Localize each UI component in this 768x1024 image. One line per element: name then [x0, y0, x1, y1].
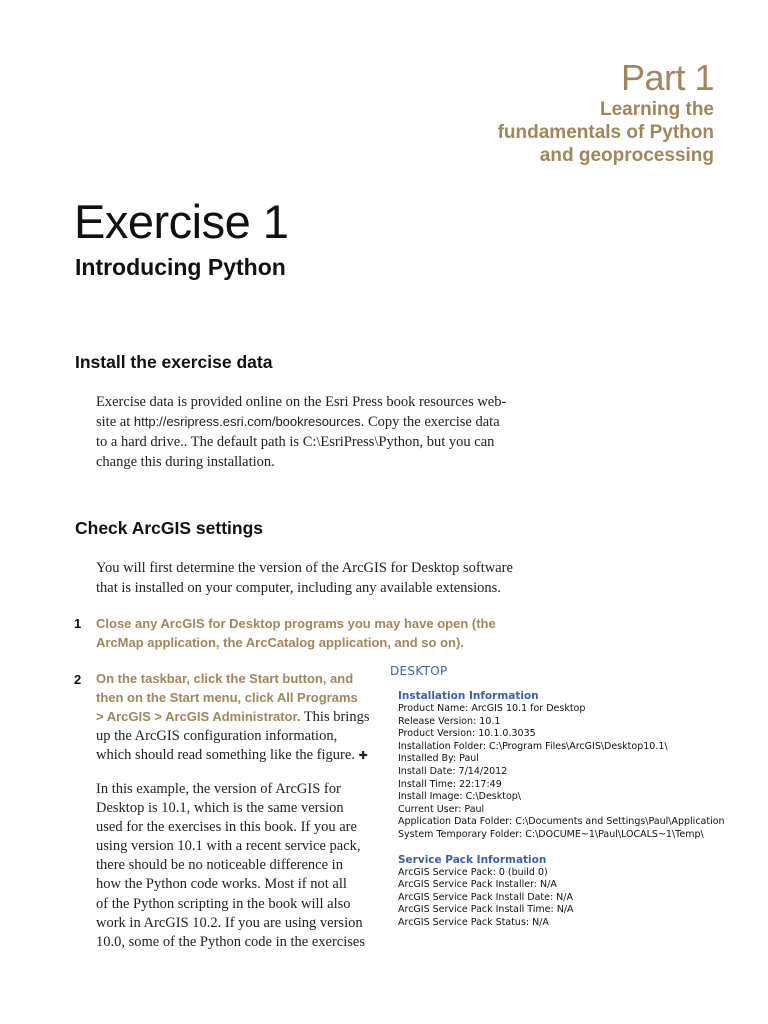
step-1-number: 1 — [74, 616, 82, 631]
step-1-text — [96, 614, 496, 652]
install-info-line: Product Version: 10.1.0.3035 — [398, 728, 536, 740]
install-line-3: to a hard drive.. The default path is C:\EsriPress\Python, but you can — [96, 434, 495, 450]
step-2-line-3 — [96, 707, 369, 727]
step-2-line-3-plain: This brings — [300, 709, 370, 725]
install-info-line: Application Data Folder: C:\Documents and Settings\Paul\Application — [398, 816, 725, 828]
installation-info-title: Installation Information — [398, 690, 539, 702]
version-line-4: using version 10.1 with a recent service pack, — [96, 838, 361, 855]
check-heading: Check ArcGIS settings — [75, 518, 264, 538]
version-line-5: there should be no noticeable difference in — [96, 857, 343, 874]
step-2-line-5 — [96, 746, 369, 765]
check-paragraph — [96, 558, 513, 598]
step-2-line-4: up the ArcGIS configuration information, — [96, 728, 338, 744]
part-subtitle-line-2: fundamentals of Python — [497, 122, 714, 143]
version-line-8: work in ArcGIS 10.2. If you are using version — [96, 914, 363, 931]
version-line-6: how the Python code works. Most if not all — [96, 876, 347, 893]
install-line-2 — [96, 412, 506, 432]
version-line-7: of the Python scripting in the book will also — [96, 895, 351, 912]
install-info-line: Product Name: ArcGIS 10.1 for Desktop — [398, 703, 586, 714]
step-2-text — [96, 669, 369, 765]
service-pack-line: ArcGIS Service Pack Installer: N/A — [398, 879, 557, 891]
install-paragraph — [96, 392, 506, 472]
version-line-1: In this example, the version of ArcGIS for — [96, 781, 341, 797]
check-line-1: You will first determine the version of the ArcGIS for Desktop software — [96, 560, 513, 576]
install-info-line: Release Version: 10.1 — [398, 715, 501, 727]
step-2-line-1: On the taskbar, click the Start button, and — [96, 671, 354, 686]
version-line-9: 10.0, some of the Python code in the exercises — [96, 933, 365, 950]
step-1-line-2: ArcMap application, the ArcCatalog application, and so on). — [96, 635, 464, 650]
arcgis-admin-figure — [390, 664, 730, 930]
version-line-2: Desktop is 10.1, which is the same version — [96, 800, 344, 817]
step-1-line-1: Close any ArcGIS for Desktop programs you may have open (the — [96, 616, 496, 631]
step-2-line-2: then on the Start menu, click All Programs — [96, 690, 358, 705]
step-2-line-5-text: which should read something like the figure. — [96, 747, 355, 763]
part-title: Part 1 — [620, 57, 714, 98]
install-info-line: Install Date: 7/14/2012 — [398, 765, 508, 777]
step-2-menu-path: > ArcGIS > ArcGIS Administrator. — [96, 709, 301, 724]
figure-heading: DESKTOP — [390, 664, 448, 678]
install-heading: Install the exercise data — [75, 352, 273, 372]
service-pack-title: Service Pack Information — [398, 853, 547, 866]
part-subtitle-line-3: and geoprocessing — [539, 145, 714, 166]
figure-pointer-icon: ✚ — [358, 749, 368, 762]
step-2-number: 2 — [74, 672, 82, 687]
service-pack-line: ArcGIS Service Pack Status: N/A — [398, 916, 549, 928]
part-header — [498, 58, 714, 167]
version-paragraph — [96, 780, 365, 952]
install-info-line: Installed By: Paul — [398, 753, 479, 765]
install-info-line: Installation Folder: C:\Program Files\ArcGIS\Desktop10.1\ — [398, 740, 668, 752]
service-pack-line: ArcGIS Service Pack Install Date: N/A — [398, 891, 573, 903]
service-pack-line: ArcGIS Service Pack: 0 (build 0) — [398, 866, 548, 878]
resources-url: http://esripress.esri.com/bookresources — [133, 414, 361, 429]
check-line-2: that is installed on your computer, including any available extensions. — [96, 580, 501, 596]
install-line-1: Exercise data is provided online on the Esri Press book resources web- — [96, 394, 507, 410]
part-subtitle-line-1: Learning the — [599, 99, 714, 120]
service-pack-line: ArcGIS Service Pack Install Time: N/A — [398, 904, 574, 916]
exercise-subtitle: Introducing Python — [75, 254, 286, 280]
install-info-line: System Temporary Folder: C:\DOCUME~1\Paul\LOCALS~1\Temp\ — [398, 828, 704, 840]
install-line-2-pre: site at — [96, 414, 134, 430]
version-line-3: used for the exercises in this book. If you are — [96, 819, 357, 836]
exercise-title: Exercise 1 — [74, 195, 289, 248]
install-info-line: Install Time: 22:17:49 — [398, 778, 502, 790]
install-info-line: Install Image: C:\Desktop\ — [398, 791, 522, 803]
install-line-4: change this during installation. — [96, 454, 275, 470]
install-line-2-post: . Copy the exercise data — [360, 414, 500, 430]
install-info-line: Current User: Paul — [398, 803, 485, 815]
